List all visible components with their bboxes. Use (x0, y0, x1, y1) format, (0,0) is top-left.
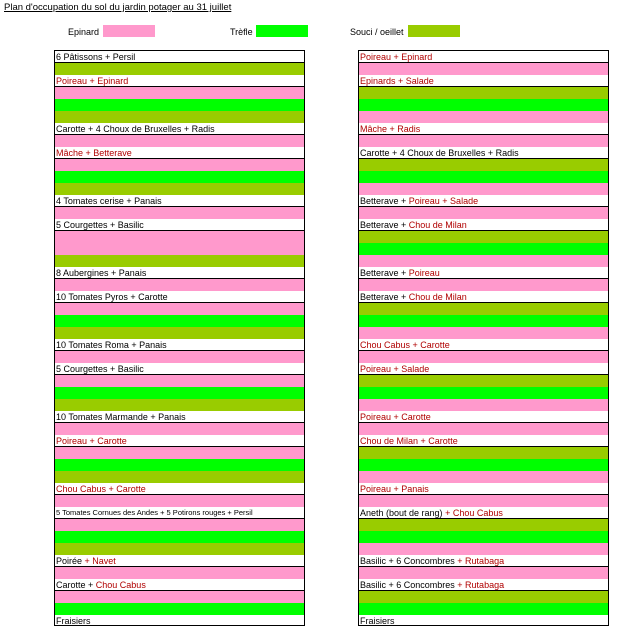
right-pink-strip (359, 279, 608, 291)
left-label-row (55, 291, 304, 303)
row-label-text: Poireau + Epinard (360, 52, 433, 62)
left-olive-strip (55, 63, 304, 75)
right-olive-strip (359, 447, 608, 459)
legend-swatch-souci (408, 25, 460, 37)
row-label-text: Chou Cabus + Carotte (56, 484, 146, 494)
right-pink-strip (359, 543, 608, 555)
row-label-text: Mâche + Betterave (56, 148, 132, 158)
row-label-text: Poirée (56, 556, 83, 566)
right-pink-strip (359, 135, 608, 147)
right-label-row (359, 51, 608, 63)
left-green-strip (55, 171, 304, 183)
left-label-row (55, 147, 304, 159)
left-pink-strip (55, 351, 304, 363)
row-label-text: Fraisiers (56, 616, 91, 626)
right-pink-strip (359, 351, 608, 363)
left-green-strip (55, 99, 304, 111)
right-label-row (359, 339, 608, 351)
left-pink-strip (55, 207, 304, 219)
row-label-text: 5 Courgettes + Basilic (56, 220, 144, 230)
left-label-row (55, 219, 304, 231)
right-green-strip (359, 603, 608, 615)
row-label-text: Fraisiers (360, 616, 395, 626)
row-label-text: + Navet (82, 556, 116, 566)
row-label-text: Poireau (408, 268, 440, 278)
right-pink-strip (359, 471, 608, 483)
left-pink-strip (55, 135, 304, 147)
left-green-strip (55, 387, 304, 399)
right-label-row (359, 267, 608, 279)
row-label-text: Poireau + Carotte (56, 436, 127, 446)
left-pink-strip (55, 423, 304, 435)
left-label-row (55, 435, 304, 447)
left-pink-strip (55, 231, 304, 243)
row-label-text: Carotte + 4 Choux de Bruxelles + Radis (360, 148, 519, 158)
left-label-row (55, 195, 304, 207)
left-pink-strip (55, 447, 304, 459)
right-olive-strip (359, 375, 608, 387)
left-label-row (55, 411, 304, 423)
left-label-row (55, 615, 304, 626)
left-pink-strip (55, 591, 304, 603)
row-label-text: Carotte + (56, 580, 96, 590)
row-label-text: 4 Tomates cerise + Panais (56, 196, 162, 206)
row-label-text: Poireau + Salade (408, 196, 479, 206)
legend-label-trefle: Trèfle (230, 27, 253, 37)
row-label-text: Betterave + (360, 292, 409, 302)
row-label-text: Betterave + (360, 268, 409, 278)
right-olive-strip (359, 591, 608, 603)
row-label-text: 5 Tomates Cornues des Andes + 5 Potirons rouges + Persil (56, 508, 253, 517)
left-pink-strip (55, 303, 304, 315)
page-title: Plan d'occupation du sol du jardin potager au 31 juillet (4, 2, 232, 13)
right-label-row (359, 75, 608, 87)
left-label-row (55, 555, 304, 567)
right-label-row (359, 219, 608, 231)
right-olive-strip (359, 231, 608, 243)
left-green-strip (55, 315, 304, 327)
right-pink-strip (359, 207, 608, 219)
row-label-text: Basilic + 6 Concombres (360, 556, 455, 566)
row-label-text: 10 Tomates Marmande + Panais (56, 412, 186, 422)
right-label-row (359, 411, 608, 423)
left-pink-strip (55, 567, 304, 579)
row-label-text: Betterave + (360, 196, 409, 206)
row-label-text: Chou Cabus (95, 580, 146, 590)
left-pink-strip (55, 159, 304, 171)
right-green-strip (359, 171, 608, 183)
left-olive-strip (55, 255, 304, 267)
left-pink-strip (55, 279, 304, 291)
left-pink-strip (55, 243, 304, 255)
row-label-text: 5 Courgettes + Basilic (56, 364, 144, 374)
left-olive-strip (55, 327, 304, 339)
left-label-row (55, 123, 304, 135)
right-label-row (359, 147, 608, 159)
right-green-strip (359, 243, 608, 255)
right-olive-strip (359, 87, 608, 99)
right-label-row (359, 195, 608, 207)
row-label-text: Chou de Milan + Carotte (360, 436, 458, 446)
right-pink-strip (359, 111, 608, 123)
row-label-text: 10 Tomates Pyros + Carotte (56, 292, 168, 302)
right-label-row (359, 435, 608, 447)
right-green-strip (359, 531, 608, 543)
right-olive-strip (359, 159, 608, 171)
left-olive-strip (55, 399, 304, 411)
row-label-text: 6 Pâtissons + Persil (56, 52, 136, 62)
row-label-text: + Chou Cabus (442, 508, 503, 518)
row-label-text: Betterave + (360, 220, 409, 230)
right-label-row (359, 579, 608, 591)
right-label-row (359, 291, 608, 303)
left-pink-strip (55, 87, 304, 99)
right-label-row (359, 363, 608, 375)
left-label-row (55, 483, 304, 495)
legend-label-epinard: Epinard (68, 27, 100, 37)
right-plot-column (358, 50, 609, 626)
right-pink-strip (359, 255, 608, 267)
row-label-text: Basilic + 6 Concombres (360, 580, 455, 590)
row-label-text: + Rutabaga (454, 556, 505, 566)
row-label-text: Mâche + Radis (360, 124, 421, 134)
left-plot-column (54, 50, 305, 626)
left-olive-strip (55, 543, 304, 555)
row-label-text: + Rutabaga (454, 580, 505, 590)
left-pink-strip (55, 519, 304, 531)
right-label-row (359, 483, 608, 495)
right-green-strip (359, 387, 608, 399)
right-olive-strip (359, 519, 608, 531)
legend-swatch-trefle (256, 25, 308, 37)
right-pink-strip (359, 327, 608, 339)
row-label-text: Chou de Milan (408, 292, 467, 302)
left-label-row (55, 507, 304, 519)
right-pink-strip (359, 399, 608, 411)
left-green-strip (55, 459, 304, 471)
right-pink-strip (359, 63, 608, 75)
right-green-strip (359, 99, 608, 111)
right-label-row (359, 615, 608, 626)
left-label-row (55, 363, 304, 375)
left-label-row (55, 579, 304, 591)
row-label-text: 10 Tomates Roma + Panais (56, 340, 167, 350)
right-label-row (359, 555, 608, 567)
row-label-text: Chou de Milan (408, 220, 467, 230)
row-label-text: Poireau + Panais (360, 484, 429, 494)
right-pink-strip (359, 567, 608, 579)
row-label-text: Aneth (bout de rang) (360, 508, 443, 518)
row-label-text: Poireau + Salade (360, 364, 430, 374)
left-olive-strip (55, 471, 304, 483)
left-pink-strip (55, 375, 304, 387)
right-olive-strip (359, 303, 608, 315)
left-green-strip (55, 603, 304, 615)
row-label-text: Epinards + Salade (360, 76, 434, 86)
right-label-row (359, 123, 608, 135)
left-green-strip (55, 531, 304, 543)
right-pink-strip (359, 183, 608, 195)
left-label-row (55, 267, 304, 279)
left-label-row (55, 339, 304, 351)
right-label-row (359, 507, 608, 519)
left-label-row (55, 51, 304, 63)
row-label-text: Poireau + Carotte (360, 412, 431, 422)
row-label-text: 8 Aubergines + Panais (56, 268, 147, 278)
left-olive-strip (55, 111, 304, 123)
left-label-row (55, 75, 304, 87)
row-label-text: Chou Cabus + Carotte (360, 340, 450, 350)
left-olive-strip (55, 183, 304, 195)
right-pink-strip (359, 495, 608, 507)
legend-label-souci: Souci / oeillet (350, 27, 404, 37)
legend-swatch-epinard (103, 25, 155, 37)
row-label-text: Poireau + Epinard (56, 76, 129, 86)
right-green-strip (359, 459, 608, 471)
left-pink-strip (55, 495, 304, 507)
right-pink-strip (359, 423, 608, 435)
row-label-text: Carotte + 4 Choux de Bruxelles + Radis (56, 124, 215, 134)
right-green-strip (359, 315, 608, 327)
